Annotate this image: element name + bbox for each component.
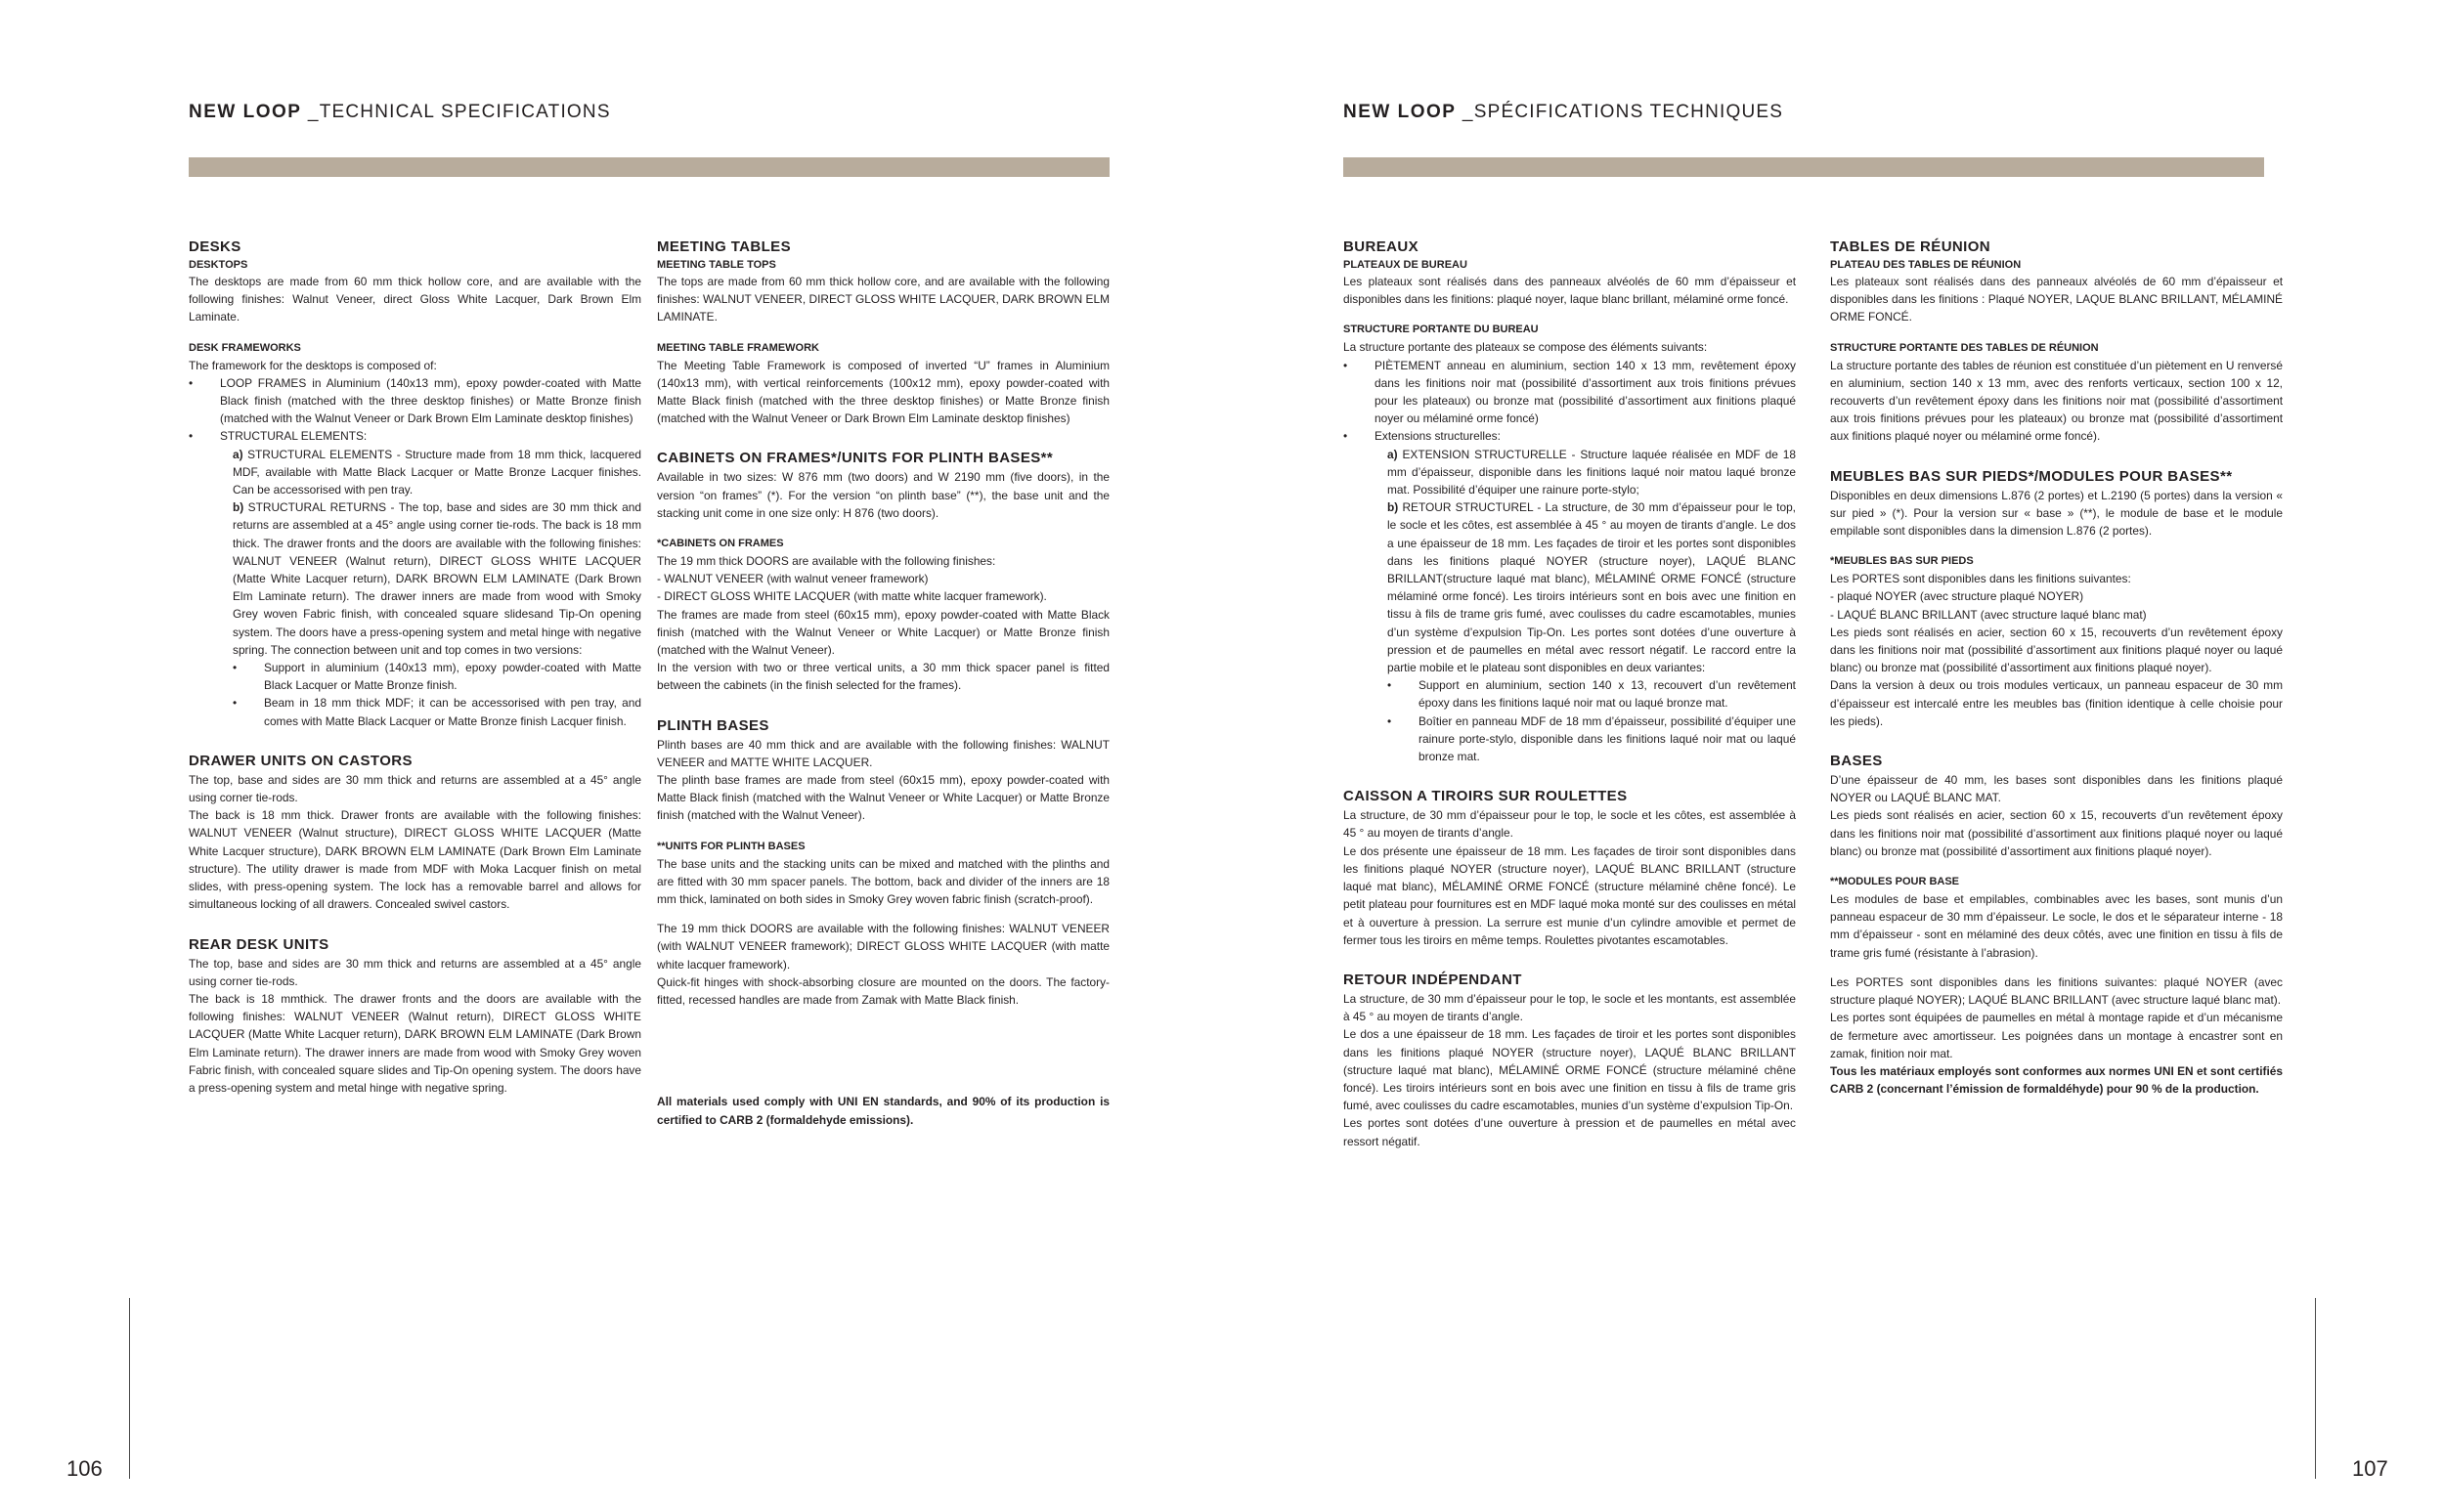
section-heading: TABLES DE RÉUNION (1830, 238, 1991, 255)
paragraph: The top, base and sides are 30 mm thick and returns are assembled at a 45° angle using corner tie-rods. (189, 956, 641, 988)
paragraph: The framework for the desktops is composed of: (189, 358, 437, 372)
subsection-heading: PLATEAUX DE BUREAU (1343, 259, 1467, 271)
list-item: • PIÈTEMENT anneau en aluminium, section 140 x 13 mm, revêtement époxy dans les finitions noir mat (possibilité d’assortiment aux trois finitions prévues pour les plateaux) ou bronze mat (possibilité d’assortiment aux finitions plaqué noyer ou mélaminé orme foncé) (1343, 357, 1796, 428)
section-heading: CAISSON A TIROIRS SUR ROULETTES (1343, 788, 1628, 805)
paragraph: The 19 mm thick DOORS are available with the following finishes: WALNUT VENEER (with WALNUT VENEER framework); DIRECT GLOSS WHITE LACQUER (with matte white lacquer framework). (657, 922, 1110, 972)
header-band (1343, 157, 2264, 177)
section-heading: REAR DESK UNITS (189, 935, 329, 953)
page-title: NEW LOOP _SPÉCIFICATIONS TECHNIQUES (1343, 102, 1784, 122)
cabinets-section (657, 449, 1110, 694)
paragraph: The frames are made from steel (60x15 mm), epoxy powder-coated with Matte Black finish (matched with the Walnut Veneer or White Lacquer) or Matte Bronze finish (matched with the Walnut Veneer). (657, 607, 1110, 658)
sub-bullet-list (1343, 676, 1796, 765)
paragraph: Les pieds sont réalisés en acier, section 60 x 15, recouverts d’un revêtement époxy dans les finitions noir mat (possibilité d’assortiment aux finitions plaqué noyer ou laqué blanc) ou bronze mat (possibilité d’assortiment aux finitions plaqué noyer). (1830, 625, 2283, 675)
paragraph: La structure, de 30 mm d’épaisseur pour le top, le socle et les côtes, est assemblée à 45 ° au moyen de tirants d’angle. (1343, 808, 1796, 841)
paragraph: The back is 18 mm thick. Drawer fronts are available with the following finishes: WALNUT VENEER (Walnut structure), DIRECT GLOSS WHITE LACQUER (Matte White Lacquer structure), DARK BROWN ELM LAMINATE (Dark Brown Elm Laminate structure). The utility drawer is made from MDF with Moka Lacquer finish on metal slides, with press-opening system. The lock has a removable barrel and allows for simultaneous locking of all drawers. Concealed swivel castors. (189, 808, 641, 912)
compliance-note: All materials used comply with UNI EN standards, and 90% of its production is certified to CARB 2 (formaldehyde emissions). (657, 1095, 1110, 1127)
plinth-bases-section (657, 716, 1110, 1129)
paragraph: Le dos présente une épaisseur de 18 mm. Les façades de tiroir sont disponibles dans les finitions plaqué NOYER (structure noyer), LAQUÉ BLANC BRILLANT (structure laqué mat blanc), MÉLAMINÉ ORME FONCÉ (structure mélaminé chêne foncé). Le petit plateau pour fournitures est en MDF laqué moka monté sur des coulisses en métal et à ouverture à pression. La serrure est munie d’un cylindre amovible et permet de fermer tous les tiroirs en même temps. Roulettes pivotantes escamotables. (1343, 843, 1796, 947)
page-number: 107 (2352, 1456, 2388, 1481)
section-heading: MEUBLES BAS SUR PIEDS*/MODULES POUR BASES** (1830, 467, 2233, 485)
bullet-list (1343, 357, 1796, 446)
paragraph: - plaqué NOYER (avec structure plaqué NOYER) (1830, 589, 2084, 604)
paragraph: The base units and the stacking units can be mixed and matched with the plinths and are fitted with 30 mm spacer panels. The bottom, back and divider of the inners are 18 mm thick, laminated on both sides in Smoky Grey woven fabric finish (scratch-proof). (657, 856, 1110, 907)
bases-section (1830, 752, 2283, 1098)
paragraph: Les pieds sont réalisés en acier, section 60 x 15, recouverts d’un revêtement époxy dans les finitions noir mat (possibilité d’assortiment aux finitions plaqué noyer ou laqué blanc) ou bronze mat (possibilité d’assortiment aux finitions plaqué noyer). (1830, 808, 2283, 858)
list-item: • Extensions structurelles: (1343, 427, 1796, 445)
list-item: • LOOP FRAMES in Aluminium (140x13 mm), epoxy powder-coated with Matte Black finish (matched with the three desktop finishes) or Matte Bronze finish (matched with the Walnut Veneer or Dark Brown Elm Laminate desktop finishes) (189, 374, 641, 428)
paragraph: Le dos a une épaisseur de 18 mm. Les façades de tiroir et les portes sont disponibles dans les finitions plaqué NOYER (structure noyer), LAQUÉ BLANC BRILLANT (structure laqué mat blanc), MÉLAMINÉ ORME FONCÉ (structure mélaminé chêne foncé). Les tiroirs intérieurs sont en bois avec une finition en tissu à fils de trame gris fumé, avec coulisses du cadre escamotables, munies d’un système d’expulsion Tip-On. (1343, 1027, 1796, 1113)
subsection-heading: STRUCTURE PORTANTE DU BUREAU (1343, 324, 1539, 336)
subsection-heading: **MODULES POUR BASE (1830, 876, 1960, 888)
paragraph: a) EXTENSION STRUCTURELLE - Structure laquée réalisée en MDF de 18 mm d’épaisseur, disponible dans les finitions laqué noir matou laqué bronze mat. Possibilité d’équiper une rainure porte-stylo; (1387, 447, 1796, 497)
subsection-heading: DESK FRAMEWORKS (189, 341, 301, 354)
right-page (1222, 0, 2444, 1512)
paragraph: Disponibles en deux dimensions L.876 (2 portes) et L.2190 (5 portes) dans la version « sur pied » (*). Pour la version sur « base » (**), le module de base et le module empilable sont disponibles dans la dimension L.876 (2 portes). (1830, 488, 2283, 539)
sub-bullet-list (189, 659, 641, 730)
subsection-heading: **UNITS FOR PLINTH BASES (657, 840, 806, 852)
section-heading: BUREAUX (1343, 238, 1418, 255)
paragraph: La structure portante des tables de réunion est constituée d’un piètement en U renversé en aluminium, section 140 x 13 mm, avec des renforts verticaux, section 100 x 12, recouverts d’un revêtement époxy dans les finitions noir mat (possibilité d’assortiment aux trois finitions prévues pour les plateaux) ou bronze mat (possibilité d’assortiment aux finitions plaqué noyer ou mélaminé orme foncé). (1830, 358, 2283, 444)
paragraph: - LAQUÉ BLANC BRILLANT (avec structure laqué blanc mat) (1830, 607, 2147, 622)
tables-reunion-section (1830, 238, 2283, 446)
header-band (189, 157, 1110, 177)
drawer-units-section (189, 752, 641, 914)
section-heading: PLINTH BASES (657, 716, 769, 734)
paragraph: Les plateaux sont réalisés dans des panneaux alvéolés de 60 mm d’épaisseur et disponibles dans les finitions: plaqué noyer, laque blanc brillant, mélaminé orme foncé. (1343, 275, 1796, 307)
subsection-heading: PLATEAU DES TABLES DE RÉUNION (1830, 259, 2022, 271)
page-number: 106 (66, 1456, 103, 1481)
left-column-1 (189, 238, 641, 1118)
paragraph: Dans la version à deux ou trois modules verticaux, un panneau espaceur de 30 mm d’épaisseur est intercalé entre les meubles bas (finition identique à celle choisie pour les pieds). (1830, 678, 2283, 728)
subsection-heading: *CABINETS ON FRAMES (657, 538, 784, 550)
list-item: • Boîtier en panneau MDF de 18 mm d’épaisseur, possibilité d’équiper une rainure porte-stylo, disponible dans les finitions laqué noir mat ou laqué bronze mat. (1387, 713, 1796, 766)
paragraph: b) STRUCTURAL RETURNS - The top, base and sides are 30 mm thick and returns are assembled at a 45° angle using corner tie-rods. The back is 18 mm thick. The drawer fronts and the doors are available with the following finishes: WALNUT VENEER (Walnut return), DIRECT GLOSS WHITE LACQUER (Matte White Lacquer return), DARK BROWN ELM LAMINATE (Dark Brown Elm Laminate return). The drawer inners are made from wood with Smoky Grey woven Fabric finish, with concealed square slidesand Tip-On opening system. The doors have a press-opening system and metal hinge with negative spring. The connection between unit and top comes in two versions: (233, 500, 641, 657)
desks-section (189, 238, 641, 730)
paragraph: In the version with two or three vertical units, a 30 mm thick spacer panel is fitted between the cabinets (in the finish selected for the frames). (657, 661, 1110, 693)
list-item: • STRUCTURAL ELEMENTS: (189, 427, 641, 445)
subsection-heading: STRUCTURE PORTANTE DES TABLES DE RÉUNION (1830, 341, 2099, 354)
paragraph: Les PORTES sont disponibles dans les finitions suivantes: (1830, 572, 2131, 586)
paragraph: Quick-fit hinges with shock-absorbing closure are mounted on the doors. The factory-fitted, recessed handles are made from Zamak with Matte Black finish. (657, 974, 1110, 1008)
subsection-heading: *MEUBLES BAS SUR PIEDS (1830, 555, 1974, 568)
paragraph: D’une épaisseur de 40 mm, les bases sont disponibles dans les finitions plaqué NOYER ou LAQUÉ BLANC MAT. (1830, 773, 2283, 805)
margin-rule (2315, 1298, 2316, 1479)
paragraph: Les plateaux sont réalisés dans des panneaux alvéolés de 60 mm d’épaisseur et disponibles dans les finitions : Plaqué NOYER, LAQUE BLANC BRILLANT, MÉLAMINÉ ORME FONCÉ. (1830, 275, 2283, 324)
bureaux-section (1343, 238, 1796, 765)
section-heading: DESKS (189, 238, 241, 255)
compliance-note: Tous les matériaux employés sont conformes aux normes UNI EN et sont certifiés CARB 2 (concernant l’émission de formaldéhyde) pour 90 % de la production. (1830, 1063, 2283, 1097)
subsection-heading: MEETING TABLE TOPS (657, 259, 776, 271)
paragraph: b) RETOUR STRUCTUREL - La structure, de 30 mm d’épaisseur pour le top, le socle et les côtes, est assemblée à 45 ° au moyen de tirants d’angle. Le dos a une épaisseur de 18 mm. Les façades de tiroir et les portes sont disponibles dans les finitions plaqué NOYER (structure noyer), LAQUÉ BLANC BRILLANT(structure laqué mat blanc), MÉLAMINÉ ORME FONCÉ (structure mélaminé orme foncé). Les tiroirs intérieurs sont en bois avec une finition en tissu à fils de trame gris fumé, avec coulisses du cadre escamotables, munies d’un système d’expulsion Tip-On. Les portes sont dotées d’une ouverture à pression et de paumelles en métal avec ressort négatif. Le raccord entre la partie mobile et le plateau sont disponibles en deux variantes: (1387, 500, 1796, 675)
retour-section (1343, 971, 1796, 1150)
paragraph: Les PORTES sont disponibles dans les finitions suivantes: plaqué NOYER (avec structure plaqué NOYER); LAQUÉ BLANC BRILLANT (avec structure laqué blanc mat). (1830, 974, 2283, 1008)
caisson-section (1343, 787, 1796, 949)
section-heading: CABINETS ON FRAMES*/UNITS FOR PLINTH BASES** (657, 450, 1054, 467)
paragraph: The Meeting Table Framework is composed of inverted “U” frames in Aluminium (140x13 mm), with vertical reinforcements (100x12 mm), epoxy powder-coated with Matte Black finish (matched with the three desktop finishes) or Matte Bronze finish (matched with the Walnut Veneer or Dark Brown Elm Laminate desktop finishes) (657, 358, 1110, 426)
paragraph: The plinth base frames are made from steel (60x15 mm), epoxy powder-coated with Matte Black finish (matched with the Walnut Veneer or White Lacquer) or Matte Bronze finish (matched with the Walnut Veneer). (657, 773, 1110, 823)
list-item: • Beam in 18 mm thick MDF; it can be accessorised with pen tray, and comes with Matte Black Lacquer or Matte Bronze finish Lacquer finish. (233, 694, 641, 729)
paragraph: - DIRECT GLOSS WHITE LACQUER (with matte white lacquer framework). (657, 589, 1047, 604)
margin-rule (129, 1298, 130, 1479)
right-column-2 (1830, 238, 2283, 1119)
right-column-1 (1343, 238, 1796, 1172)
meeting-tables-section (657, 238, 1110, 427)
paragraph: - WALNUT VENEER (with walnut veneer framework) (657, 572, 929, 586)
paragraph: The top, base and sides are 30 mm thick and returns are assembled at a 45° angle using corner tie-rods. (189, 772, 641, 805)
section-heading: RETOUR INDÉPENDANT (1343, 971, 1522, 988)
section-heading: MEETING TABLES (657, 238, 791, 255)
paragraph: The 19 mm thick DOORS are available with the following finishes: (657, 554, 996, 569)
subsection-heading: DESKTOPS (189, 259, 248, 271)
list-item: • Support en aluminium, section 140 x 13, recouvert d’un revêtement époxy dans les finitions laqué noir mat ou laqué bronze mat. (1387, 676, 1796, 712)
paragraph: Les portes sont équipées de paumelles en métal à montage rapide et d’un mécanisme de fermeture avec amortisseur. Les poignées dans un montage à encastrer sont en zamak, finition noir mat. (1830, 1011, 2283, 1060)
paragraph: Les portes sont dotées d’une ouverture à pression et de paumelles en métal avec ressort négatif. (1343, 1116, 1796, 1148)
paragraph: a) STRUCTURAL ELEMENTS - Structure made from 18 mm thick, lacquered MDF, available with Matte Black Lacquer or Matte Bronze Lacquer finishes. Can be accessorised with pen tray. (233, 447, 641, 497)
left-column-2 (657, 238, 1110, 1150)
paragraph: Plinth bases are 40 mm thick and are available with the following finishes: WALNUT VENEER and MATTE WHITE LACQUER. (657, 737, 1110, 769)
meubles-section (1830, 467, 2283, 730)
paragraph: The back is 18 mmthick. The drawer fronts and the doors are available with the following finishes: WALNUT VENEER (Walnut return), DIRECT GLOSS WHITE LACQUER (Matte White Lacquer return), DARK BROWN ELM LAMINATE (Dark Brown Elm Laminate return). The drawer inners are made from wood with Smoky Grey woven Fabric finish, with concealed square slides and Tip-On opening system. The doors have a press-opening system and metal hinge with negative spring. (189, 991, 641, 1095)
paragraph: The tops are made from 60 mm thick hollow core, and are available with the following finishes: WALNUT VENEER, DIRECT GLOSS WHITE LACQUER, DARK BROWN ELM LAMINATE. (657, 275, 1110, 324)
paragraph: Les modules de base et empilables, combinables avec les bases, sont munis d’un panneau espaceur de 30 mm d’épaisseur. Le socle, le dos et le séparateur interne - 18 mm d’épaisseur - sont en mélaminé des deux côtés, avec une finition en tissu à fils de trame gris fumé (résistante à l’abrasion). (1830, 892, 2283, 960)
paragraph: La structure, de 30 mm d’épaisseur pour le top, le socle et les montants, est assemblée à 45 ° au moyen de tirants d’angle. (1343, 991, 1796, 1024)
paragraph: Available in two sizes: W 876 mm (two doors) and W 2190 mm (five doors), in the version “on frames” (*). For the version “on plinth base” (**), the base unit and the stacking unit come in one size only: H 876 (two doors). (657, 470, 1110, 520)
section-heading: DRAWER UNITS ON CASTORS (189, 752, 413, 769)
subsection-heading: MEETING TABLE FRAMEWORK (657, 341, 820, 354)
paragraph: The desktops are made from 60 mm thick hollow core, and are available with the following finishes: Walnut Veneer, direct Gloss White Lacquer, Dark Brown Elm Laminate. (189, 275, 641, 324)
bullet-list (189, 374, 641, 446)
paragraph: La structure portante des plateaux se compose des éléments suivants: (1343, 340, 1708, 355)
rear-desk-units-section (189, 935, 641, 1098)
page-title: NEW LOOP _TECHNICAL SPECIFICATIONS (189, 102, 611, 122)
section-heading: BASES (1830, 753, 1883, 770)
list-item: • Support in aluminium (140x13 mm), epoxy powder-coated with Matte Black Lacquer or Matte Bronze finish. (233, 659, 641, 694)
